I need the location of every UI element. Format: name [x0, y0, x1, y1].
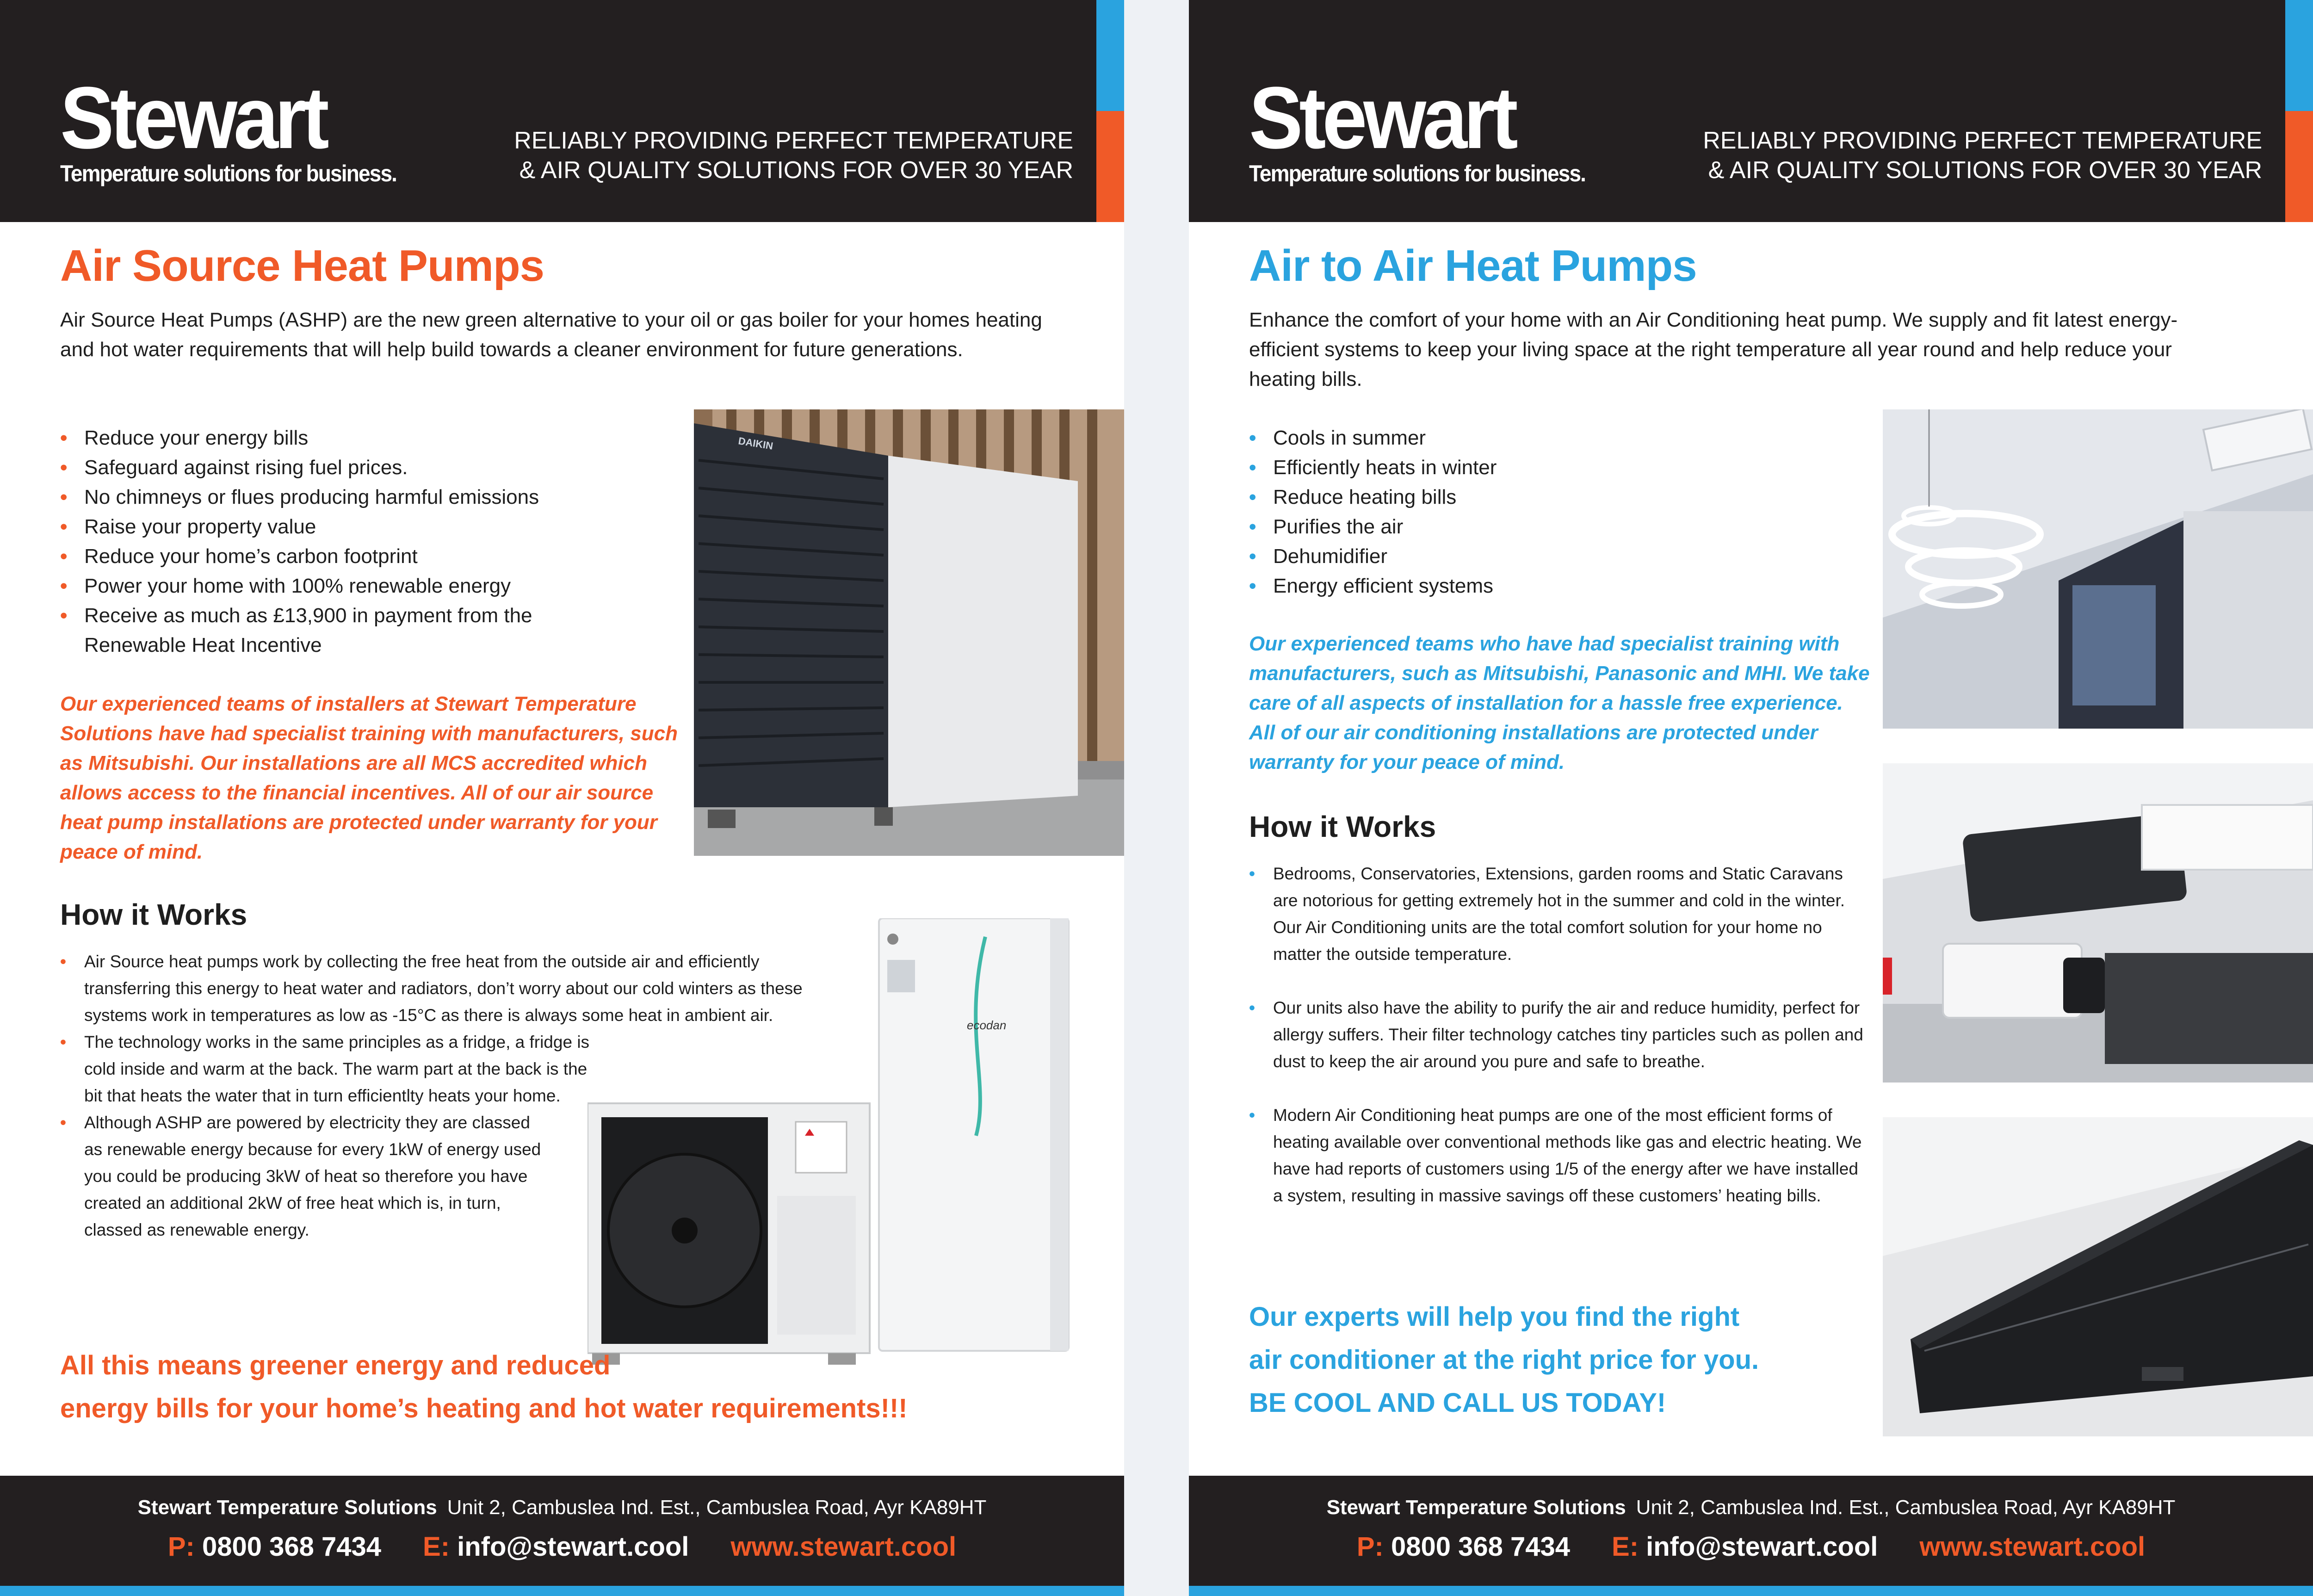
- email-link[interactable]: info@stewart.cool: [457, 1532, 689, 1562]
- accent-stripe-orange: [1096, 111, 1124, 222]
- ceiling-ac-image: [1883, 409, 2313, 729]
- logo-tagline: Temperature solutions for business.: [1249, 161, 1586, 186]
- ecodan-brand-text: ecodan: [967, 1018, 1007, 1032]
- footer-contact-line: P: 0800 368 7434 E: info@stewart.cool www.stewart.cool: [1356, 1532, 2146, 1562]
- how-it-works-list: [1249, 860, 1864, 1209]
- logo-tagline: Temperature solutions for business.: [60, 161, 397, 186]
- list-item: • No chimneys or flues producing harmful emissions: [60, 486, 539, 508]
- header-bar: [0, 0, 1124, 222]
- accent-stripe-blue: [2285, 0, 2313, 111]
- how-it-works-heading: How it Works: [60, 898, 247, 931]
- list-item: • The technology works in the same principles as a fridge, a fridge is cold inside and warm at the back. The warm part at the back is the bit that heats the water that in turn efficientlty heats your home.: [60, 1033, 590, 1105]
- ac-room-photo-1: [1883, 409, 2313, 729]
- footer-stripe: [0, 1586, 1124, 1596]
- list-item: • Energy efficient systems: [1249, 575, 1494, 597]
- slogan-line-2: & AIR QUALITY SOLUTIONS FOR OVER 30 YEAR: [1708, 157, 2262, 184]
- showroom-ac-image: [1883, 763, 2313, 1083]
- list-item: • Reduce heating bills: [1249, 486, 1457, 508]
- website-link[interactable]: www.stewart.cool: [730, 1532, 957, 1562]
- stewart-logo: [1249, 69, 1614, 187]
- list-item: • Reduce your energy bills: [60, 427, 309, 449]
- slogan-line-2: & AIR QUALITY SOLUTIONS FOR OVER 30 YEAR: [519, 157, 1073, 184]
- website-link[interactable]: www.stewart.cool: [1919, 1532, 2146, 1562]
- footer-address-line: Stewart Temperature Solutions Unit 2, Cambuslea Ind. Est., Cambuslea Road, Ayr KA89HT: [1326, 1496, 2176, 1519]
- intro-paragraph: Air Source Heat Pumps (ASHP) are the new green alternative to your oil or gas boiler for your homes heating and hot water requirements that will help build towards a cleaner environment for future generations.: [60, 309, 1042, 361]
- logo-wordmark: Stewart: [1249, 69, 1515, 167]
- left-flyer-page: [0, 0, 1124, 1596]
- footer-bar: [1189, 1476, 2313, 1596]
- stewart-logo: [60, 69, 426, 187]
- slogan-line-1: RELIABLY PROVIDING PERFECT TEMPERATURE: [1703, 127, 2262, 154]
- closing-statement: All this means greener energy and reduced energy bills for your home’s heating and hot water requirements!!!: [60, 1350, 908, 1423]
- benefit-list: [60, 423, 671, 660]
- list-item: • Modern Air Conditioning heat pumps are one of the most efficient forms of heating available over conventional methods like gas and electric heating. We have had reports of customers using 1/5 of the energy after we have installed a system, resulting in massive savings off these customers’ heating bills.: [1249, 1106, 1862, 1205]
- how-it-works-list: [60, 948, 828, 1243]
- benefit-list: [1249, 423, 1758, 601]
- list-item: • Our units also have the ability to purify the air and reduce humidity, perfect for allergy suffers. Their filter technology catches tiny particles such as pollen and dust to keep the air around you pure and safe to breathe.: [1249, 998, 1863, 1071]
- intro-paragraph: Enhance the comfort of your home with an Air Conditioning heat pump. We supply and fit latest energy-efficient systems to keep your living space at the right temperature all year round and help reduce your heating bills.: [1249, 309, 2178, 390]
- logo-wordmark: Stewart: [60, 69, 326, 167]
- list-item: • Receive as much as £13,900 in payment from the Renewable Heat Incentive: [60, 604, 532, 656]
- ac-unit-photo-3: [1883, 1117, 2313, 1436]
- slogan-line-1: RELIABLY PROVIDING PERFECT TEMPERATURE: [514, 127, 1073, 154]
- phone-number[interactable]: 0800 368 7434: [202, 1532, 382, 1562]
- daikin-brand-text: DAIKIN: [737, 435, 774, 452]
- header-slogan: [1703, 126, 2262, 185]
- list-item: • Purifies the air: [1249, 515, 1404, 538]
- accent-stripe-orange: [2285, 111, 2313, 222]
- list-item: • Although ASHP are powered by electricity they are classed as renewable energy because for every 1kW of energy used you could be producing 3kW of heat so therefore you have created an additional 2kW of free heat which is, in turn, classed as renewable energy.: [60, 1113, 541, 1239]
- header-slogan: [514, 126, 1073, 185]
- ac-room-photo-2: [1883, 763, 2313, 1083]
- header-bar: [1189, 0, 2313, 222]
- how-it-works-heading: How it Works: [1249, 810, 1436, 843]
- page-title: Air Source Heat Pumps: [60, 241, 544, 291]
- right-flyer-page: [1189, 0, 2313, 1596]
- black-ac-image: [1883, 1117, 2313, 1436]
- heat-pump-photo: [694, 409, 1124, 856]
- installer-statement: Our experienced teams of installers at Stewart Temperature Solutions have had specialist training with manufacturers, such as Mitsubishi. Our installations are all MCS accredited which allows access to the financial incentives. All of our air source heat pump installations are protected under warranty for your peace of mind.: [60, 693, 678, 863]
- accent-stripe-blue: [1096, 0, 1124, 111]
- list-item: • Efficiently heats in winter: [1249, 456, 1497, 479]
- footer-bar: [0, 1476, 1124, 1596]
- list-item: • Cools in summer: [1249, 427, 1426, 449]
- daikin-unit-image: [694, 409, 1124, 856]
- email-link[interactable]: info@stewart.cool: [1646, 1532, 1878, 1562]
- list-item: • Safeguard against rising fuel prices.: [60, 456, 408, 479]
- closing-statement: Our experts will help you find the right air conditioner at the right price for you. BE COOL AND CALL US TODAY!: [1249, 1302, 1759, 1418]
- list-item: • Dehumidifier: [1249, 545, 1387, 568]
- installer-statement: Our experienced teams who have had specialist training with manufacturers, such as Mitsubishi, Panasonic and MHI. We take care of all aspects of installation for a hassle free experience. All of our air conditioning installations are protected under warranty for your peace of mind.: [1249, 632, 1870, 773]
- footer-address-line: Stewart Temperature Solutions Unit 2, Cambuslea Ind. Est., Cambuslea Road, Ayr KA89HT: [137, 1496, 987, 1519]
- list-item: • Reduce your home’s carbon footprint: [60, 545, 418, 568]
- list-item: • Raise your property value: [60, 515, 316, 538]
- list-item: • Bedrooms, Conservatories, Extensions, garden rooms and Static Caravans are notorious for getting extremely hot in the summer and cold in the winter. Our Air Conditioning units are the total comfort solution for your home no matter the outside temperature.: [1249, 864, 1845, 964]
- footer-contact-line: P: 0800 368 7434 E: info@stewart.cool www.stewart.cool: [167, 1532, 957, 1562]
- phone-number[interactable]: 0800 368 7434: [1391, 1532, 1571, 1562]
- page-title: Air to Air Heat Pumps: [1249, 241, 1697, 291]
- list-item: • Power your home with 100% renewable energy: [60, 575, 511, 597]
- list-item: • Air Source heat pumps work by collecting the free heat from the outside air and efficiently transferring this energy to heat water and radiators, don’t worry about our cold winters as these systems work in temperatures as low as -15°C as there is always some heat in ambient air.: [60, 952, 803, 1025]
- footer-stripe: [1189, 1586, 2313, 1596]
